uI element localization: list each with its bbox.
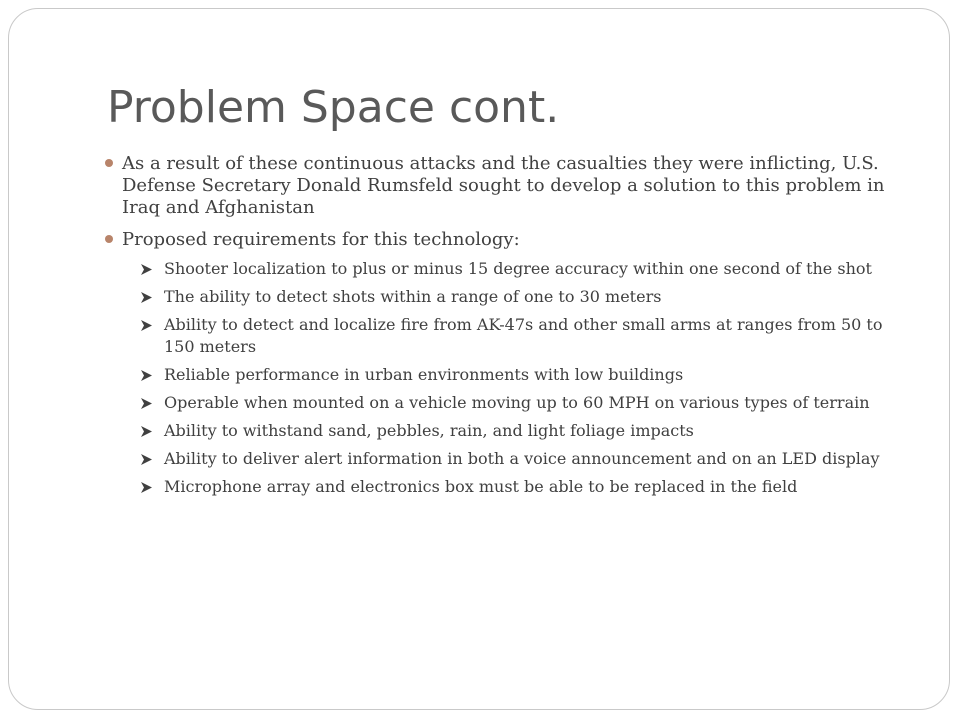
slide-title: Problem Space cont. <box>107 82 560 133</box>
sub-bullet-text: Ability to deliver alert information in both a voice announcement and on an LED display <box>164 449 880 468</box>
sub-bullet-text: Ability to detect and localize fire from AK-47s and other small arms at ranges from 50 to 150 meters <box>164 315 883 356</box>
sub-bullet-text: Shooter localization to plus or minus 15 degree accuracy within one second of the shot <box>164 259 872 278</box>
arrowhead-bullet-icon <box>140 369 153 382</box>
bullet-item <box>103 153 903 219</box>
arrowhead-bullet-icon <box>140 425 153 438</box>
bullet-text: As a result of these continuous attacks and the casualties they were inflicting, U.S. Defense Secretary Donald Rumsfeld sought to develop a solution to this problem in Iraq and Afghanistan <box>122 153 885 218</box>
sub-bullet-item <box>103 448 903 470</box>
sub-bullet-item <box>103 364 903 386</box>
arrowhead-bullet-icon <box>140 319 153 332</box>
sub-bullet-text: Operable when mounted on a vehicle moving up to 60 MPH on various types of terrain <box>164 393 870 412</box>
sub-bullet-item <box>103 392 903 414</box>
arrowhead-bullet-icon <box>140 453 153 466</box>
arrowhead-bullet-icon <box>140 263 153 276</box>
sub-bullet-item <box>103 420 903 442</box>
arrowhead-bullet-icon <box>140 397 153 410</box>
arrowhead-bullet-icon <box>140 481 153 494</box>
sub-bullet-text: Reliable performance in urban environments with low buildings <box>164 365 684 384</box>
requirements-list <box>103 258 903 498</box>
sub-bullet-text: Ability to withstand sand, pebbles, rain, and light foliage impacts <box>164 421 694 440</box>
bullet-text: Proposed requirements for this technology: <box>122 229 520 250</box>
sub-bullet-item <box>103 286 903 308</box>
arrowhead-bullet-icon <box>140 291 153 304</box>
round-bullet-icon <box>105 159 113 167</box>
sub-bullet-item <box>103 476 903 498</box>
bullet-item <box>103 229 903 251</box>
sub-bullet-text: Microphone array and electronics box must be able to be replaced in the field <box>164 477 798 496</box>
sub-bullet-item <box>103 258 903 280</box>
sub-bullet-text: The ability to detect shots within a range of one to 30 meters <box>164 287 662 306</box>
sub-bullet-item <box>103 314 903 358</box>
slide-content <box>103 153 903 504</box>
round-bullet-icon <box>105 235 113 243</box>
